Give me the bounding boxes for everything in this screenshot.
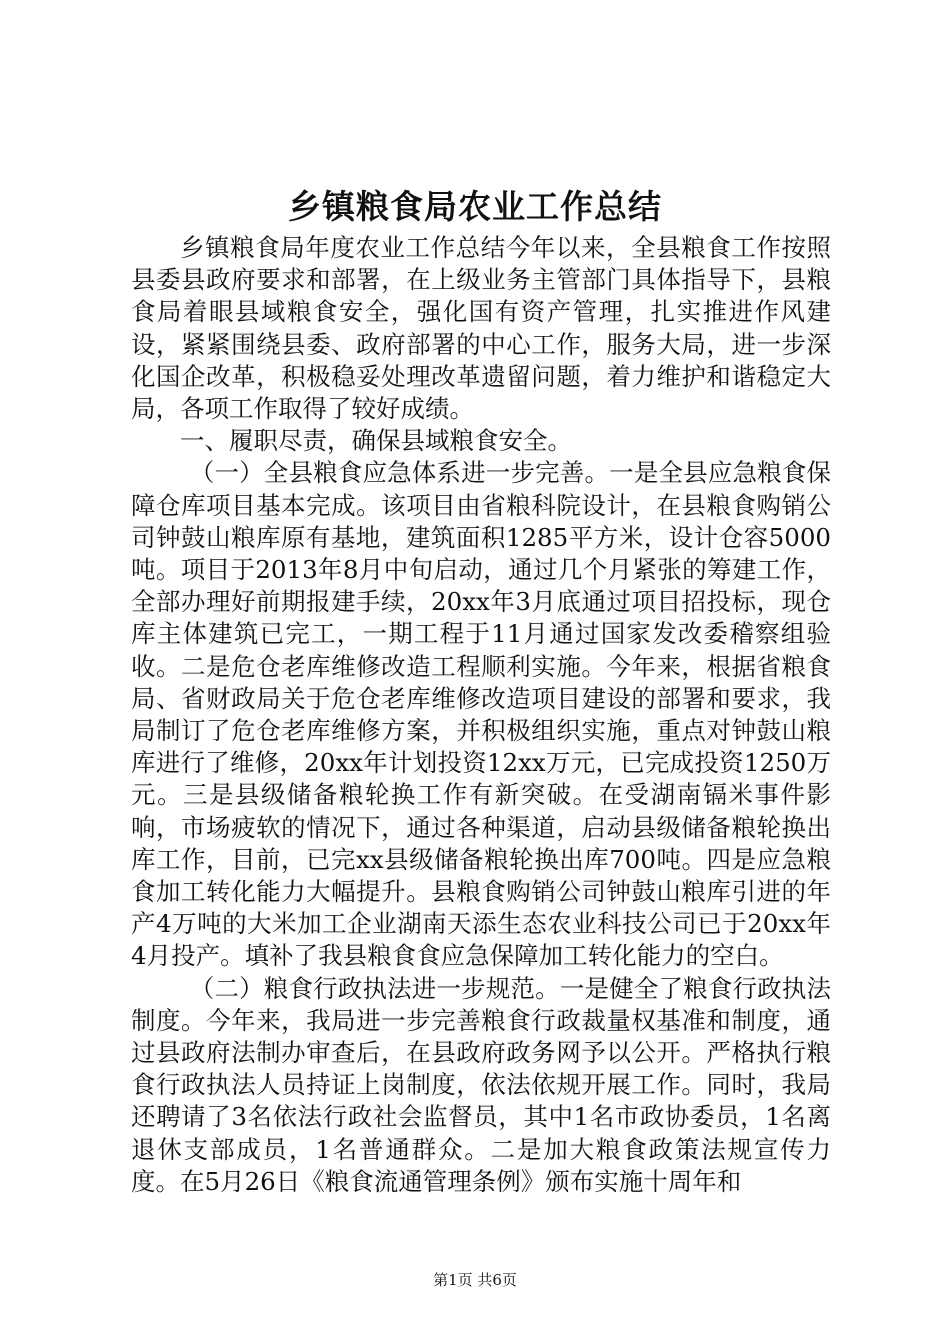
page-footer: 第1页 共6页 xyxy=(433,1271,517,1289)
subsection-paragraph-1: （一）全县粮食应急体系进一步完善。一是全县应急粮食保障仓库项目基本完成。该项目由省粮科院设计，在县粮食购销公司钟鼓山粮库原有基地，建筑面积1285平方米，设计仓容5000吨。项目于2013年8月中旬启动，通过几个月紧张的筹建工作，全部办理好前期报建手续，20xx年3月底通过项目招投标，现仓库主体建筑已完工，一期工程于11月通过国家发改委稽察组验收。二是危仓老库维修改造工程顺利实施。今年来，根据省粮食局、省财政局关于危仓老库维修改造项目建设的部署和要求，我局制订了危仓老库维修方案，并积极组织实施，重点对钟鼓山粮库进行了维修，20xx年计划投资12xx万元，已完成投资1250万元。三是县级储备粮轮换工作有新突破。在受湖南镉米事件影响，市场疲软的情况下，通过各种渠道，启动县级储备粮轮换出库工作，目前，已完xx县级储备粮轮换出库700吨。四是应急粮食加工转化能力大幅提升。县粮食购销公司钟鼓山粮库引进的年产4万吨的大米加工企业湖南天添生态农业科技公司已于20xx年4月投产。填补了我县粮食食应急保障加工转化能力的空白。 xyxy=(131,458,831,971)
section-heading-1: 一、履职尽责，确保县域粮食安全。 xyxy=(180,426,572,456)
document-title: 乡镇粮食局农业工作总结 xyxy=(288,187,662,226)
document-body xyxy=(131,232,831,1198)
intro-paragraph: 乡镇粮食局年度农业工作总结今年以来，全县粮食工作按照县委县政府要求和部署，在上级业务主管部门具体指导下，县粮食局着眼县域粮食安全，强化国有资产管理，扎实推进作风建设，紧紧围绕县委、政府部署的中心工作，服务大局，进一步深化国企改革，积极稳妥处理改革遗留问题，着力维护和谐稳定大局，各项工作取得了较好成绩。 xyxy=(131,233,831,424)
subsection-paragraph-2: （二）粮食行政执法进一步规范。一是健全了粮食行政执法制度。今年来，我局进一步完善粮食行政裁量权基准和制度，通过县政府法制办审查后，在县政府政务网予以公开。严格执行粮食行政执法人员持证上岗制度，依法依规开展工作。同时，我局还聘请了3名依法行政社会监督员，其中1名市政协委员，1名离退休支部成员，1名普通群众。二是加大粮食政策法规宣传力度。在5月26日《粮食流通管理条例》颁布实施十周年和 xyxy=(131,973,831,1196)
